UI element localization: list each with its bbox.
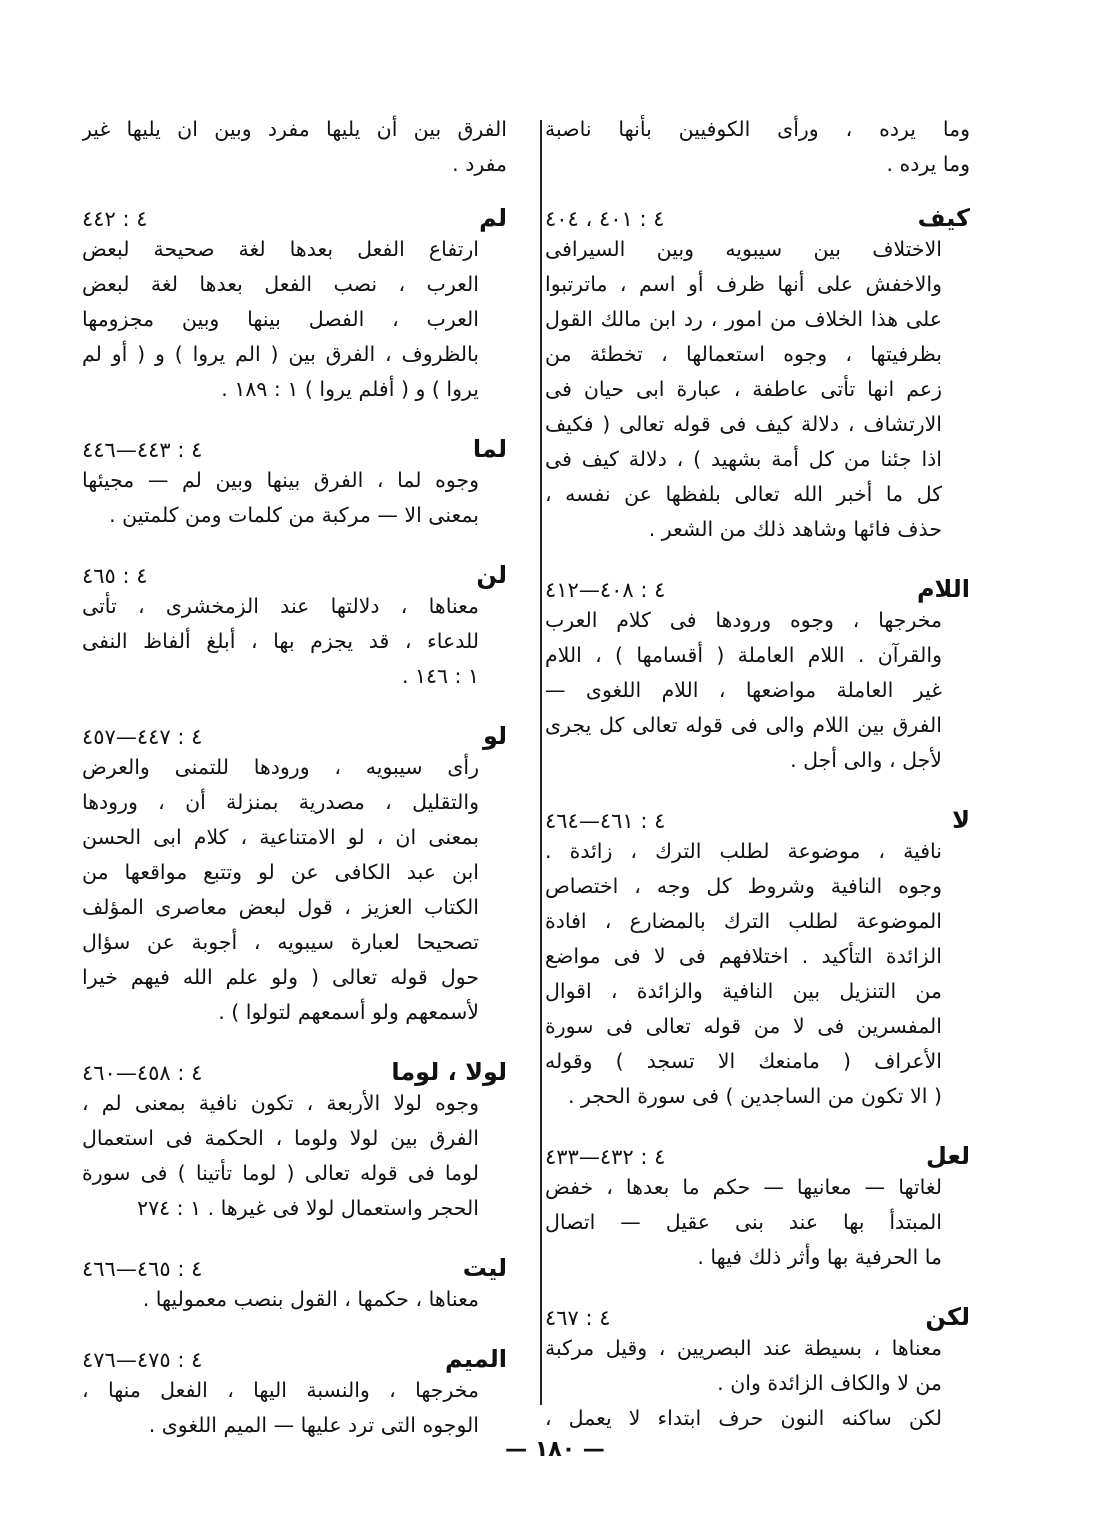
text-line: بمعنى الا — مركبة من كلمات ومن كلمتين .: [109, 503, 479, 527]
text-line: العرب ، نصب الفعل بعدها لغة لبعض: [82, 272, 479, 296]
text-line: اذا جئنا من كل أمة بشهيد ) ، دلالة كيف فى: [545, 447, 942, 471]
index-entry-kayfa: [545, 204, 970, 547]
text-line: بظرفيتها ، وجوه استعمالها ، تخطئة من: [545, 342, 942, 366]
entry-reference: ٤ : ٤٦٥—٤٦٦: [82, 1257, 203, 1281]
index-entry-al-lam: [545, 575, 970, 778]
index-entry-al-mim: [82, 1345, 507, 1443]
text-line: للدعاء ، قد يجزم بها ، أبلغ ألفاظ النفى: [82, 629, 479, 653]
text-line: معناها ، حكمها ، القول بنصب معموليها .: [142, 1287, 479, 1311]
text-line: معناها ، دلالتها عند الزمخشرى ، تأتى: [82, 594, 479, 618]
text-line: ابن عبد الكافى عن لو وتتبع مواقعها من: [82, 860, 479, 884]
text-line: الأعراف ( مامنعك الا تسجد ) وقوله: [545, 1049, 942, 1073]
text-line: الفرق بين اللام والى فى قوله تعالى كل يجرى: [545, 713, 942, 737]
intro-continuation: [82, 112, 507, 182]
text-line: على هذا الخلاف من امور ، رد ابن مالك القول: [545, 307, 942, 331]
text-line: لوما فى قوله تعالى ( لوما تأتينا ) فى سورة: [82, 1161, 479, 1185]
text-line: مفرد .: [452, 152, 507, 176]
text-line: لغاتها — معانيها — حكم ما بعدها ، خفض: [545, 1175, 942, 1199]
entry-headword: لعل: [926, 1142, 970, 1170]
entry-reference: ٤ : ٤٠١ ، ٤٠٤: [545, 207, 665, 231]
text-line: والقرآن . اللام العاملة ( أقسامها ) ، اللام: [545, 643, 942, 667]
entry-reference: ٤ : ٤٤٧—٤٥٧: [82, 725, 203, 749]
index-entry-lam: [82, 204, 507, 407]
entry-reference: ٤ : ٤٧٥—٤٧٦: [82, 1348, 203, 1372]
text-line: وجوه لما ، الفرق بينها وبين لم — مجيئها: [82, 468, 479, 492]
entry-reference: ٤ : ٤٣٢—٤٣٣: [545, 1145, 666, 1169]
right-column: [545, 112, 970, 1464]
text-line: والتقليل ، مصدرية بمنزلة أن ، ورودها: [82, 790, 479, 814]
entry-reference: ٤ : ٤٥٨—٤٦٠: [82, 1061, 203, 1085]
text-line: الفرق بين أن يليها مفرد وبين ان يليها غير: [82, 117, 507, 141]
index-entry-lawla-lawma: [82, 1058, 507, 1226]
entry-headword: كيف: [917, 204, 970, 232]
text-line: كل ما أخبر الله تعالى بلفظها عن نفسه ،: [545, 482, 942, 506]
text-line: مخرجها ، والنسبة اليها ، الفعل منها ،: [82, 1378, 479, 1402]
entry-headword: لا: [952, 806, 970, 834]
text-line: رأى سيبويه ، ورودها للتمنى والعرض: [82, 755, 479, 779]
text-line: والاخفش على أنها ظرف أو اسم ، ماترتبوا: [545, 272, 942, 296]
text-line: غير العاملة مواضعها ، اللام اللغوى —: [545, 678, 942, 702]
text-line: ما الحرفية بها وأثر ذلك فيها .: [697, 1245, 942, 1269]
text-line: لأجل ، والى أجل .: [790, 748, 942, 772]
text-line: ارتفاع الفعل بعدها لغة صحيحة لبعض: [82, 237, 479, 261]
text-line: معناها ، بسيطة عند البصريين ، وقيل مركبة: [545, 1336, 942, 1360]
entry-headword: لكن: [925, 1303, 970, 1331]
text-line: وما يرده .: [886, 152, 970, 176]
text-line: حذف فائها وشاهد ذلك من الشعر .: [648, 517, 942, 541]
index-entry-la: [545, 806, 970, 1114]
text-line: المبتدأ بها عند بنى عقيل — اتصال: [545, 1210, 942, 1234]
entry-headword: لو: [482, 722, 507, 750]
text-line: العرب ، الفصل بينها وبين مجزومها: [82, 307, 479, 331]
text-line: من لا والكاف الزائدة وان .: [717, 1371, 942, 1395]
text-line: ١ : ١٤٦ .: [401, 664, 479, 688]
index-entry-laalla: [545, 1142, 970, 1275]
text-line: تصحيحا لعبارة سيبويه ، أجوبة عن سؤال: [82, 930, 479, 954]
page-number: — ١٨٠ —: [505, 1437, 605, 1462]
text-line: حول قوله تعالى ( ولو علم الله فيهم خيرا: [82, 965, 479, 989]
entry-reference: ٤ : ٤٤٣—٤٤٦: [82, 438, 203, 462]
index-entry-lan: [82, 561, 507, 694]
entry-headword: لن: [476, 561, 507, 589]
column-divider: [540, 120, 542, 1405]
entry-headword: الميم: [445, 1345, 507, 1373]
text-line: وجوه لولا الأربعة ، تكون نافية بمعنى لم ،: [82, 1091, 479, 1115]
text-line: من التنزيل بين النافية والزائدة ، اقوال: [545, 979, 942, 1003]
entry-headword: لولا ، لوما: [391, 1058, 507, 1086]
text-line: الموضوعة لطلب الترك بالمضارع ، افادة: [545, 909, 942, 933]
text-line: ( الا تكون من الساجدين ) فى سورة الحجر .: [567, 1084, 942, 1108]
text-line: الزائدة التأكيد . اختلافهم فى لا فى مواضع: [545, 944, 942, 968]
entry-reference: ٤ : ٤٤٢: [82, 207, 148, 231]
entry-headword: لما: [472, 435, 507, 463]
left-column: [82, 112, 507, 1471]
text-line: زعم انها تأتى عاطفة ، عبارة ابى حيان فى: [545, 377, 942, 401]
text-line: المفسرين فى لا من قوله تعالى فى سورة: [545, 1014, 942, 1038]
text-line: بمعنى ان ، لو الامتناعية ، كلام ابى الحسن: [82, 825, 479, 849]
entry-headword: اللام: [916, 575, 970, 603]
index-entry-lamma: [82, 435, 507, 533]
entry-headword: ليت: [462, 1254, 507, 1282]
index-entry-layta: [82, 1254, 507, 1317]
text-line: الارتشاف ، دلالة كيف فى قوله تعالى ( فكيف: [545, 412, 942, 436]
intro-continuation: [545, 112, 970, 182]
text-line: بالظروف ، الفرق بين ( الم يروا ) و ( أو لم: [82, 342, 479, 366]
text-line: الفرق بين لولا ولوما ، الحكمة فى استعمال: [82, 1126, 479, 1150]
entry-reference: ٤ : ٤٦١—٤٦٤: [545, 809, 666, 833]
entry-reference: ٤ : ٤٠٨—٤١٢: [545, 578, 666, 602]
text-line: وما يرده ، ورأى الكوفيين بأنها ناصبة: [545, 117, 970, 141]
entry-headword: لم: [479, 204, 507, 232]
text-line: نافية ، موضوعة لطلب الترك ، زائدة .: [545, 839, 942, 863]
index-entry-law: [82, 722, 507, 1030]
text-line: لكن ساكنه النون حرف ابتداء لا يعمل ،: [545, 1406, 942, 1430]
index-entry-lakin: [545, 1303, 970, 1436]
entry-reference: ٤ : ٤٦٥: [82, 564, 148, 588]
text-line: يروا ) و ( أفلم يروا ) ١ : ١٨٩ .: [221, 377, 479, 401]
text-line: وجوه النافية وشروط كل وجه ، اختصاص: [545, 874, 942, 898]
text-line: الحجر واستعمال لولا فى غيرها . ١ : ٢٧٤: [137, 1196, 479, 1220]
text-line: لأسمعهم ولو أسمعهم لتولوا ) .: [218, 1000, 479, 1024]
text-line: الاختلاف بين سيبويه وبين السيرافى: [545, 237, 942, 261]
entry-reference: ٤ : ٤٦٧: [545, 1306, 611, 1330]
text-line: الكتاب العزيز ، قول لبعض معاصرى المؤلف: [82, 895, 479, 919]
text-line: الوجوه التى ترد عليها — الميم اللغوى .: [148, 1413, 479, 1437]
text-line: مخرجها ، وجوه ورودها فى كلام العرب: [545, 608, 942, 632]
